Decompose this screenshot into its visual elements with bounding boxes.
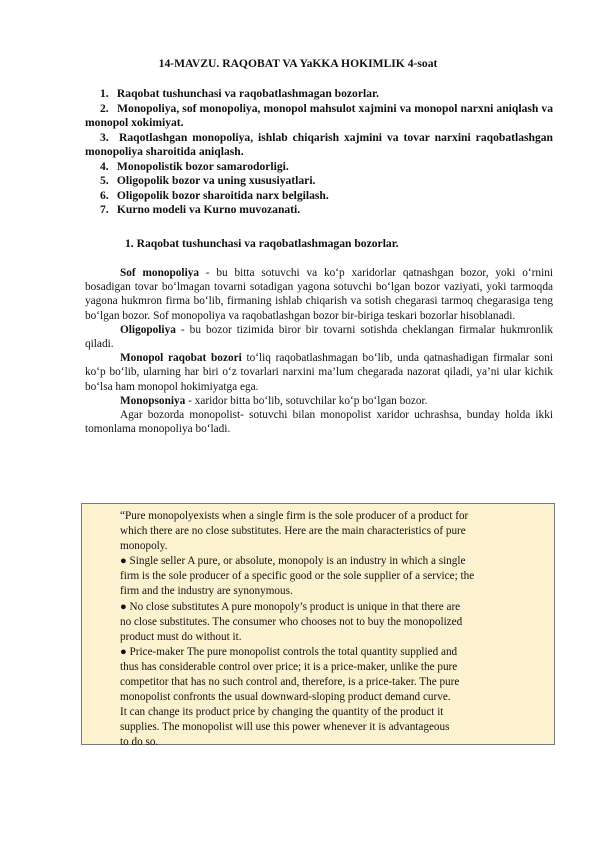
quote-line: ● Single seller A pure, or absolute, monopoly is an industry in which a single [120,555,466,568]
term: Monopsoniya [120,394,186,407]
quote-line: ● No close substitutes A pure monopoly’s product is unique in that there are [120,600,461,613]
paragraph [85,351,553,394]
plan-item-text: Kurno modeli va Kurno muvozanati. [116,203,301,216]
plan-item [85,160,553,175]
term: Monopol raqobat bozori [120,352,242,365]
plan-item-number: 6. [100,188,109,202]
plan-item-text: Raqotlashgan monopoliya, ishlab chiqarish xajmini va tovar narxini raqobatlashgan monopoliya sharoitida aniqlash. [85,130,553,158]
plan-item-text: Monopoliya, sof monopoliya, monopol mahsulot xajmini va monopol narxni aniqlash va monopol xokimiyat. [85,101,553,129]
plan-item [85,87,553,102]
plan-item-number: 4. [100,159,109,173]
plan-item-text: Monopolistik bozor samarodorligi. [116,159,289,173]
quote-box [81,503,555,749]
plan-item-number: 5. [100,174,109,187]
quote-line: thus has considerable control over price; it is a price-maker, unlike the pure [120,660,458,673]
quote-line: monopoly. [120,540,168,553]
plan-item-number: 7. [100,203,109,216]
paragraph [85,323,553,351]
section-body [85,266,553,436]
quote-line: firm and the industry are synonymous. [120,585,293,598]
quote-line: “Pure monopolyexists when a single firm is the sole producer of a product for [120,510,469,522]
term: Oligopoliya [120,323,176,336]
plan-item [85,102,553,131]
definition: - bu bozor tizimida biror bir tovarni sotishda cheklangan firmalar hukmronlik qiladi. [85,323,553,351]
plan-item-text: Oligopolik bozor sharoitida narx belgilash. [116,188,329,202]
quote-line: to do so. [120,736,159,749]
plan-item-number: 3. [100,130,109,144]
paragraph [85,266,553,323]
paragraph [85,408,553,436]
section-heading: 1. Raqobat tushunchasi va raqobatlashmagan bozorlar. [125,237,399,250]
plan-item-text: Oligopolik bozor va uning xususiyatlari. [116,174,316,187]
quote-line: product must do without it. [120,630,242,643]
plan-item-number: 2. [100,101,109,115]
term: Sof monopoliya [120,267,199,279]
quote-line: ● Price-maker The pure monopolist controls the total quantity supplied and [120,645,458,658]
quote-line: supplies. The monopolist will use this power whenever it is advantageous [120,721,450,734]
page-title: 14-MAVZU. RAQOBAT VA YaKKA HOKIMLIK 4-soat [158,57,438,70]
plan-item [85,174,553,189]
definition: - bu bitta sotuvchi va ko‘p xaridorlar qatnashgan bozor, yoki o‘rnini bosadigan tovar bo‘lmagan tovarni sotadigan yagona sotuvchi bo‘lgan bozor vaziyati, yoki tarmoqda yagona hukmron firma bo‘lib, firmaning ishlab chiqarish va sotish chegarasi tarmoq chegarasiga teng bo‘lgan bozor. Sof monopoliya va raqobatlashgan bozor bir-biriga teskari bozorlar hisoblanadi. [85,267,553,322]
plan-item-text: Raqobat tushunchasi va raqobatlashmagan bozorlar. [116,87,379,100]
quote-line: firm is the sole producer of a specific good or the sole supplier of a service; the [120,570,475,583]
plan-item-number: 1. [100,87,109,100]
quote-line: It can change its product price by changing the quantity of the product it [120,706,444,719]
definition: Agar bozorda monopolist- sotuvchi bilan monopolist xaridor uchrashsa, bunday holda ikki tomonlama monopoliya bo‘ladi. [85,409,553,436]
topic-plan-list [85,87,553,218]
quote-line: monopolist confronts the usual downward-sloping product demand curve. [120,691,451,704]
quote-text [120,509,540,751]
plan-item [85,131,553,160]
quote-line: no close substitutes. The consumer who chooses not to buy the monopolized [120,615,463,628]
quote-line: competitor that has no such control and, therefore, is a price-taker. The pure [120,676,460,689]
definition: to‘liq raqobatlashmagan bo‘lib, unda qatnashadigan firmalar soni ko‘p bo‘lib, ularning har biri o‘z tovarlari narxini ma’lum chegarada nazorat qiladi, ya’ni ular kichik bo‘lsa ham monopol hokimiyatga ega. [85,352,553,393]
definition: - xaridor bitta bo‘lib, sotuvchilar ko‘p bo‘lgan bozor. [185,394,428,407]
paragraph [85,394,553,408]
quote-line: which there are no close substitutes. Here are the main characteristics of pure [120,525,466,538]
plan-item [85,189,553,204]
plan-item [85,203,553,218]
